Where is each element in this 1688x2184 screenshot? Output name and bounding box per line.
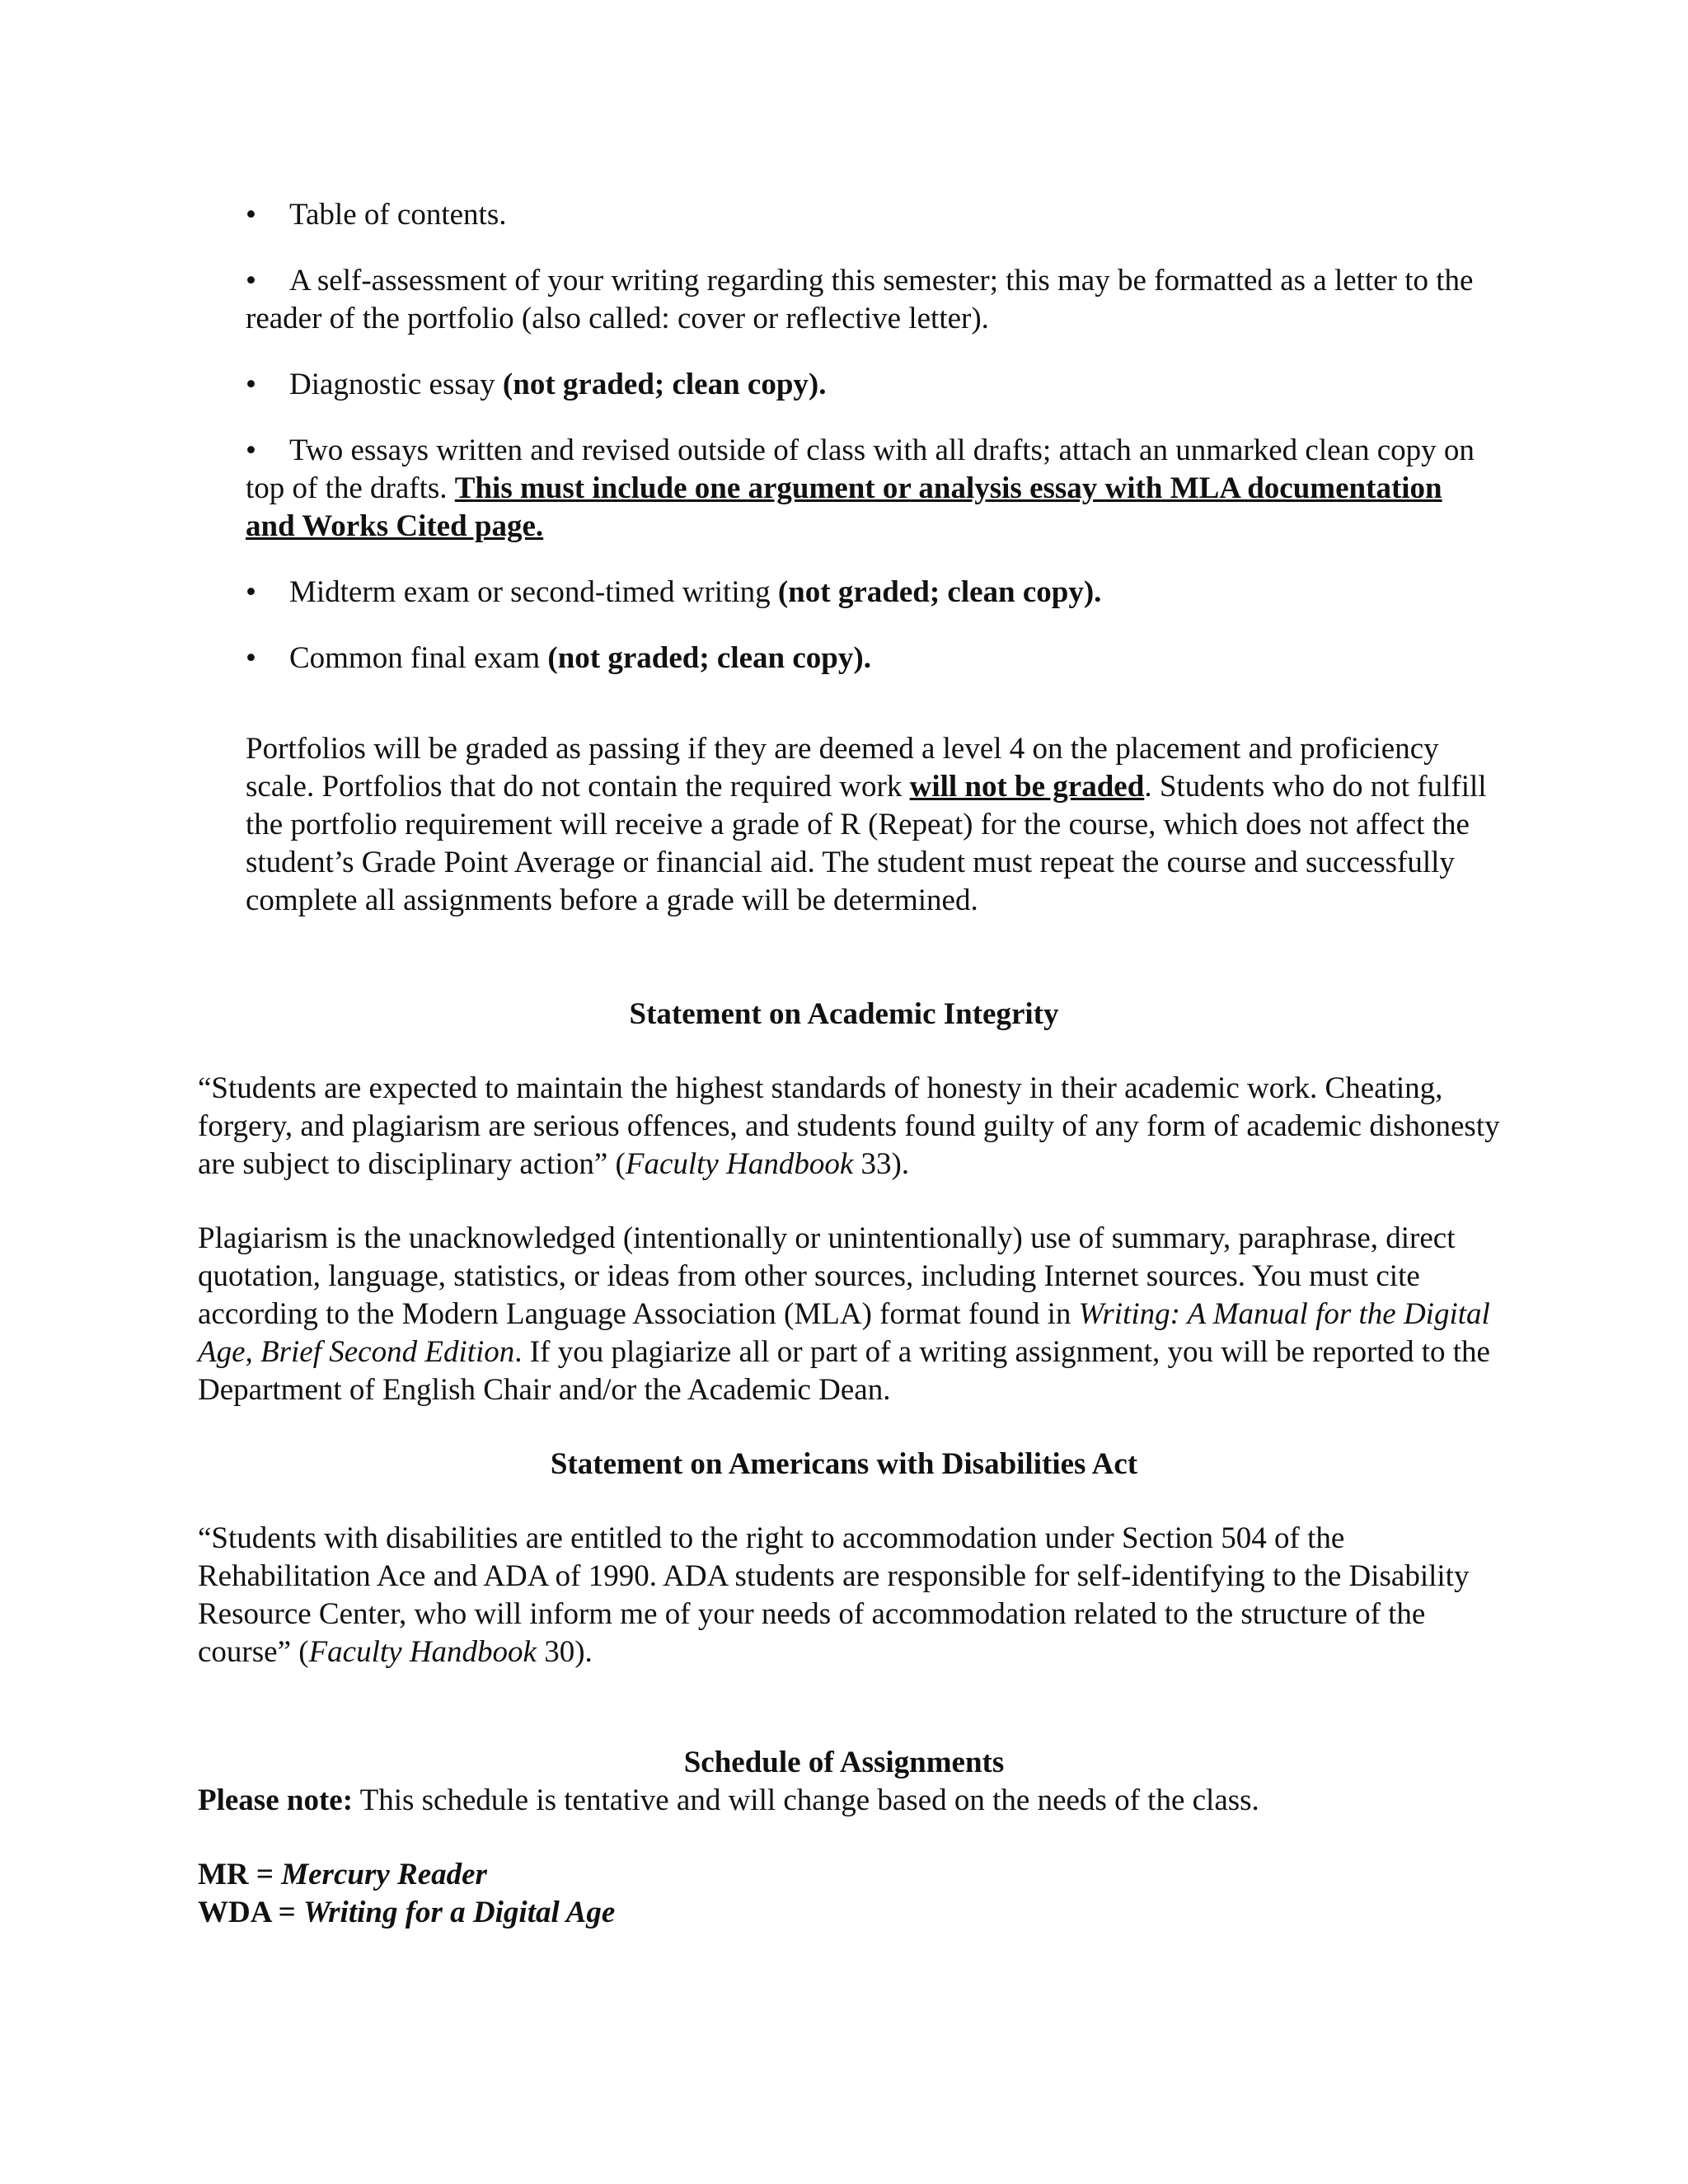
schedule-note: Please note: This schedule is tentative and will change based on the needs of the class. [198,1783,1259,1817]
portfolio-grading-paragraph: Portfolios will be graded as passing if they are deemed a level 4 on the placement and proficiency scale. Portfolios that do not contain the required work will not be graded. Students who do not fulfill the portfolio requirement will receive a grade of R (Repeat) for the course, which does not affect the student’s Grade Point Average or financial aid. The student must repeat the course and successfully complete all assignments before a grade will be determined. [246,732,1487,917]
list-item: • Two essays written and revised outside of class with all drafts; attach an unmarked clean copy on top of the drafts. This must include one argument or analysis essay with MLA documentation and Works Cited page. [246,434,1475,543]
list-item: • Common final exam (not graded; clean copy). [246,641,871,675]
plagiarism-paragraph: Plagiarism is the unacknowledged (intentionally or unintentionally) use of summary, paraphrase, direct quotation, language, statistics, or ideas from other sources, including Internet sources. You must cite according to the Modern Language Association (MLA) format found in Writing: A Manual for the Digital Age, Brief Second Edition. If you plagiarize all or part of a writing assignment, you will be reported to the Department of English Chair and/or the Academic Dean. [198,1221,1490,1407]
list-item: • Table of contents. [246,198,507,232]
abbreviation-wda: WDA = Writing for a Digital Age [198,1896,616,1929]
bullet: • [246,264,256,298]
list-item: • Midterm exam or second-timed writing (not graded; clean copy). [246,575,1102,609]
academic-integrity-heading: Statement on Academic Integrity [629,997,1059,1031]
list-item: • A self-assessment of your writing regarding this semester; this may be formatted as a letter to the reader of the portfolio (also called: cover or reflective letter). [246,264,1474,335]
bullet: • [246,575,256,609]
ada-paragraph: “Students with disabilities are entitled to the right to accommodation under Section 504 of the Rehabilitation Ace and ADA of 1990. ADA students are responsible for self-identifying to the Disability Resource Center, who will inform me of your needs of accommodation related to the structure of the course” (Faculty Handbook 30). [198,1521,1470,1669]
bullet: • [246,368,256,401]
ada-heading: Statement on Americans with Disabilities Act [550,1447,1138,1481]
academic-integrity-quote: “Students are expected to maintain the highest standards of honesty in their academic work. Cheating, forgery, and plagiarism are serious offences, and students found guilty of any form of academic dishonesty are subject to disciplinary action” (Faculty Handbook 33). [198,1071,1500,1181]
schedule-heading: Schedule of Assignments [683,1746,1005,1779]
abbreviation-mr: MR = Mercury Reader [198,1858,487,1891]
bullet: • [246,641,256,675]
bullet: • [246,198,256,232]
bullet: • [246,434,256,467]
list-item: • Diagnostic essay (not graded; clean copy). [246,368,827,401]
